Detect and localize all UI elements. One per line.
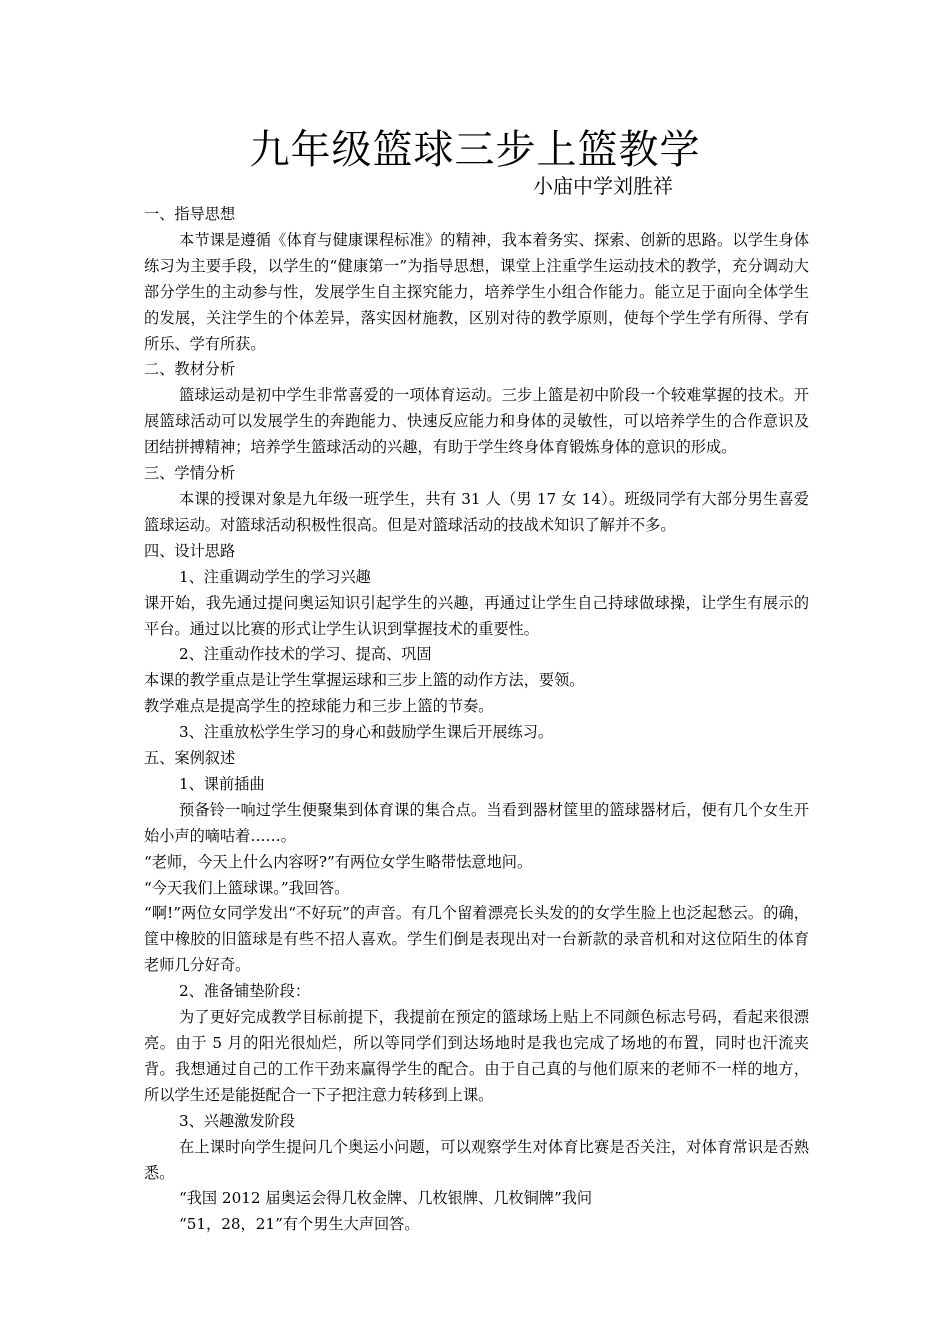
- author-line: 小庙中学刘胜祥: [533, 174, 673, 198]
- subheading: 3、注重放松学生学习的身心和鼓励学生课后开展练习。: [178, 723, 554, 742]
- paragraph: “啊!”两位女同学发出“不好玩”的声音。有几个留着漂亮长头发的的女学生脸上也泛起愁云。的确，筐中橡胶的旧篮球是有些不招人喜欢。学生们倒是表现出对一台新款的录音机和对这位陌生的体育老师几分好奇。: [144, 904, 809, 975]
- paragraph: 预备铃一响过学生便聚集到体育课的集合点。当看到器材筐里的篮球器材后，便有几个女生开始小声的嘀咕着……。: [144, 800, 809, 845]
- paragraph: 为了更好完成教学目标前提下，我提前在预定的篮球场上贴上不同颜色标志号码，看起来很漂亮。由于 5 月的阳光很灿烂，所以等同学们到达场地时是我也完成了场地的布置，同时也汗流夹背。我想通过自己的工作干劲来赢得学生的配合。由于自己真的与他们原来的老师不一样的地方，所以学生还是能挺配合一下子把注意力转移到上课。: [144, 1008, 809, 1104]
- paragraph: 课开始，我先通过提问奥运知识引起学生的兴趣，再通过让学生自己持球做球操，让学生有展示的平台。通过以比赛的形式让学生认识到掌握技术的重要性。: [144, 593, 809, 638]
- paragraph: 本课的授课对象是九年级一班学生，共有 31 人（男 17 女 14）。班级同学有大部分男生喜爱篮球运动。对篮球活动积极性很高。但是对篮球活动的技战术知识了解并不多。: [144, 489, 809, 534]
- subheading: 1、注重调动学生的学习兴趣: [178, 567, 371, 586]
- document-title: 九年级篮球三步上篮教学: [249, 127, 701, 173]
- subheading: 1、课前插曲: [178, 774, 265, 793]
- paragraph: 本节课是遵循《体育与健康课程标准》的精神，我本着务实、探索、创新的思路。以学生身体练习为主要手段，以学生的“健康第一”为指导思想，课堂上注重学生运动技术的教学，充分调动大部分学生的主动参与性，发展学生自主探究能力，培养学生小组合作能力。能立足于面向全体学生的发展，关注学生的个体差异，落实因材施教，区别对待的教学原则，使每个学生学有所得、学有所乐、学有所获。: [144, 230, 809, 353]
- paragraph: 在上课时向学生提问几个奥运小问题，可以观察学生对体育比赛是否关注，对体育常识是否熟悉。: [144, 1137, 809, 1182]
- paragraph: 篮球运动是初中学生非常喜爱的一项体育运动。三步上篮是初中阶段一个较难掌握的技术。开展篮球活动可以发展学生的奔跑能力、快速反应能力和身体的灵敏性，可以培养学生的合作意识及团结拼搏精神；培养学生篮球活动的兴趣，有助于学生终身体育锻炼身体的意识的形成。: [144, 386, 809, 457]
- section-heading: 一、指导思想: [144, 205, 236, 223]
- dialogue-line: “今天我们上篮球课。”我回答。: [144, 878, 350, 897]
- subheading: 2、准备铺垫阶段：: [178, 982, 311, 1001]
- dialogue-line: “老师，今天上什么内容呀?”有两位女学生略带怯意地问。: [144, 852, 533, 871]
- document-body: [144, 202, 809, 1238]
- section-heading: 三、学情分析: [144, 464, 236, 483]
- dialogue-line: “我国 2012 届奥运会得几枚金牌、几枚银牌、几枚铜牌”我问: [178, 1189, 593, 1208]
- paragraph: 本课的教学重点是让学生掌握运球和三步上篮的动作方法，要领。: [144, 671, 585, 690]
- dialogue-line: “51，28，21”有个男生大声回答。: [178, 1215, 420, 1234]
- section-heading: 二、教材分析: [144, 360, 236, 379]
- section-heading: 五、案例叙述: [144, 749, 236, 768]
- section-heading: 四、设计思路: [144, 541, 236, 560]
- paragraph: 教学难点是提高学生的控球能力和三步上篮的节奏。: [144, 697, 494, 716]
- subheading: 3、兴趣激发阶段: [178, 1111, 295, 1130]
- subheading: 2、注重动作技术的学习、提高、巩固: [178, 645, 432, 664]
